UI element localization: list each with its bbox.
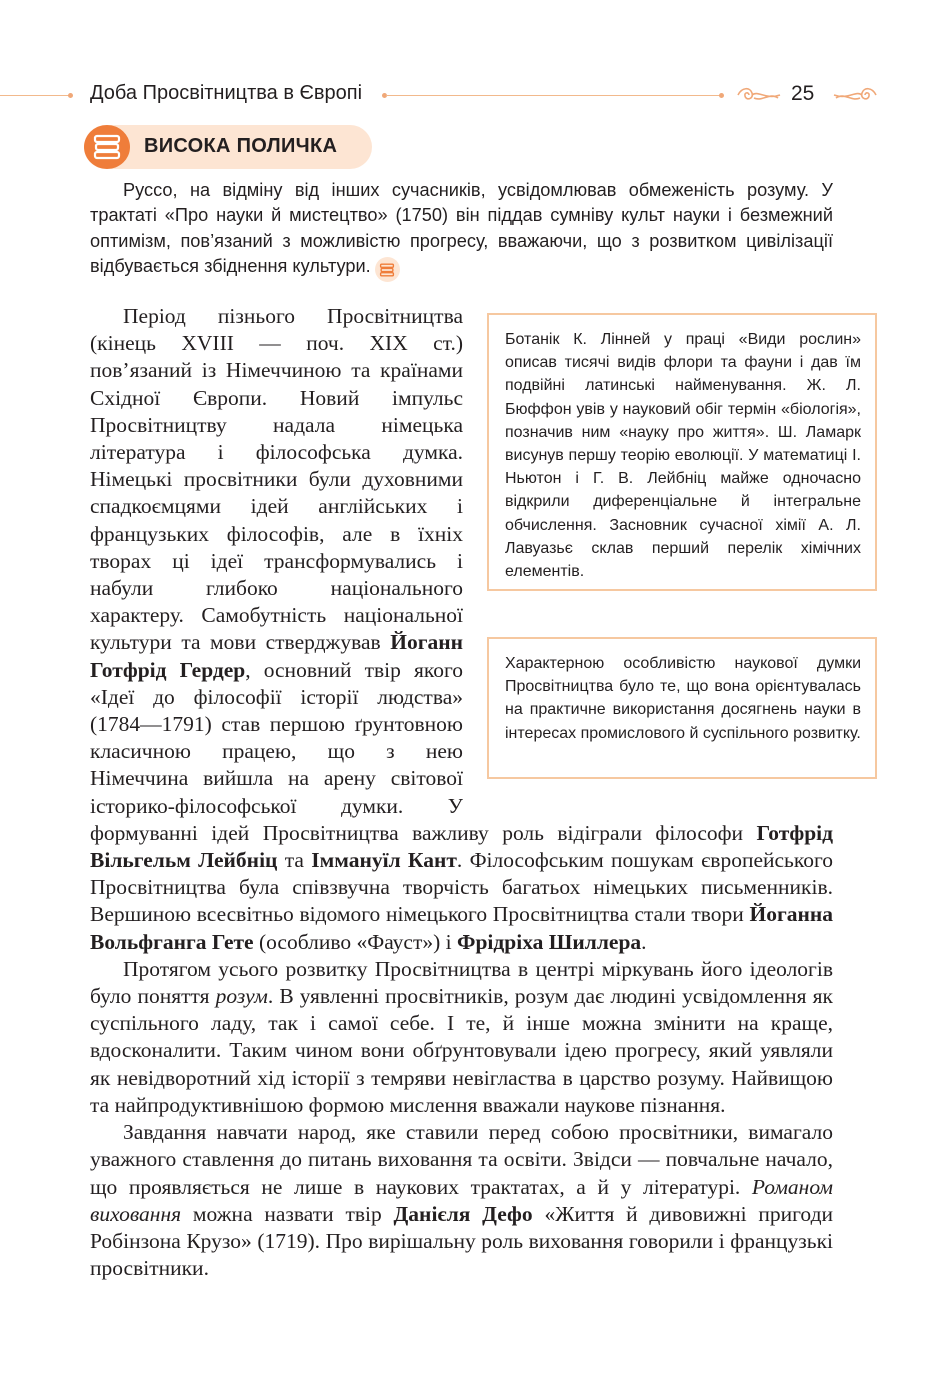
info-box-text: Ботанік К. Лінней у праці «Види рослин» описав тисячі видів флори та фауни і дав їм подвійні латинські найменування. Ж. Л. Бюффон увів у науковий обіг термін «біологія», позначив ним «науку про життя». Ш. Ламарк висунув першу теорію еволюції. У математиці І. Ньютон і Г. В. Лейбніц майже одночасно відкрили диференціальне й інтегральне обчислення. Засновник сучасної хімії А. Л. Лавуазьє склав перший перелік хімічних елементів. <box>505 331 861 581</box>
paragraph-3: Завдання навчати народ, яке ставили перед собою просвітники, вимагало уважного ставлення до питань виховання та освіти. Звідси — повчальне начало, що проявляється не лише в наукових трактатах, а й у літературі. Романом виховання можна назвати твір Данієля Дефо «Життя й дивовижні пригоди Робінзона Крузо» (1719). Про вирішальну роль виховання говорили і французькі просвітники. <box>90 1120 834 1281</box>
shelf-books-icon <box>84 125 130 169</box>
info-box-text: Характерною особливістю наукової думки Просвітництва було те, що вона орієнтувалась на практичне використання досягнень науки в інтересах промислового й суспільного розвитку. <box>505 655 861 742</box>
paragraph-1: Період пізнього Просвітництва (кінець XVIII — поч. XIX ст.) пов’язаний із Німеччиною та країнами Східної Європи. Новий імпульс Просвітництву надала німецька література і філософська думка. Німецькі просвітники були духовними спадкоємцями ідей англійських і французьких філософів, але в їхніх творах ці ідеї трансформувались і набули глибоко національного характеру. Самобутність національної культури та мови стверджував Йоганн Готфрід Гердер, основний твір якого «Ідеї до філософії історії людства» (1784—1791) став першою ґрунтовною класичною працею, що з нею Німеччина вийшла на арену світової історико-філософської думки. У формуванні ідей Просвітництва важливу роль відіграли філософи Готфрід Вільгельм Лейбніц та Іммануїл Кант. Філософським пошукам європейського Просвітництва була співзвучна творчість багатьох німецьких письменників. Вершиною всесвітньо відомого німецького Просвітництва стали твори Йоганна Вольфганга Гете (особливо «Фауст») і Фрідріха Шиллера. <box>90 304 833 954</box>
person-kant: Іммануїл Кант <box>311 848 457 873</box>
header-rule-left <box>0 95 70 96</box>
header-dot <box>719 93 724 98</box>
shelf-end-icon <box>375 257 400 282</box>
info-box-science <box>487 313 877 591</box>
person-goethe: Йоганна Вольфганга Гете <box>90 902 833 954</box>
page-number: 25 <box>791 82 815 105</box>
running-header-title: Доба Просвітництва в Європі <box>90 82 363 104</box>
person-leibniz: Готфрід Вільгельм Лейбніц <box>90 820 833 873</box>
term-education-novel: Романом виховання <box>90 1174 833 1226</box>
person-defoe: Данієля Дефо <box>393 1201 533 1226</box>
paragraph-2: Протягом усього розвитку Просвітництва в центрі міркувань його ідеологів було поняття розум. В уявленні просвітників, розум дає людині усвідомлення як суспільного ладу, так і самої себе. І те, й інше можна змінити на краще, вдосконалити. Таким чином вони обґрунтовували ідею прогресу, який уявляли як невідворотний хід історії з темряви невігластва в царство розуму. Найвищою та найпродуктивнішою формою мислення вважали наукове пізнання. <box>90 956 833 1117</box>
term-reason: розум <box>215 984 268 1009</box>
info-box-feature <box>487 637 877 779</box>
header-rule-mid <box>386 95 722 96</box>
shelf-text: Руссо, на відміну від інших сучасників, усвідомлював обмеженість розуму. У трактаті «Про науки й мистецтво» (1750) він піддав сумніву культ науки і безмежний оптимізм, пов’язаний з можливістю прогресу, вважаючи, що з розвитком цивілізації відбувається збіднення культури. <box>90 180 833 276</box>
person-schiller: Фрідріха Шиллера <box>456 929 642 954</box>
header-ornament-icon <box>736 84 782 106</box>
shelf-title: ВИСОКА ПОЛИЧКА <box>144 135 338 157</box>
person-herder: Йоганн Готфрід Гердер <box>90 630 463 682</box>
shelf-paragraph <box>90 178 833 282</box>
header-ornament-icon <box>832 84 878 106</box>
header-dot <box>68 93 73 98</box>
